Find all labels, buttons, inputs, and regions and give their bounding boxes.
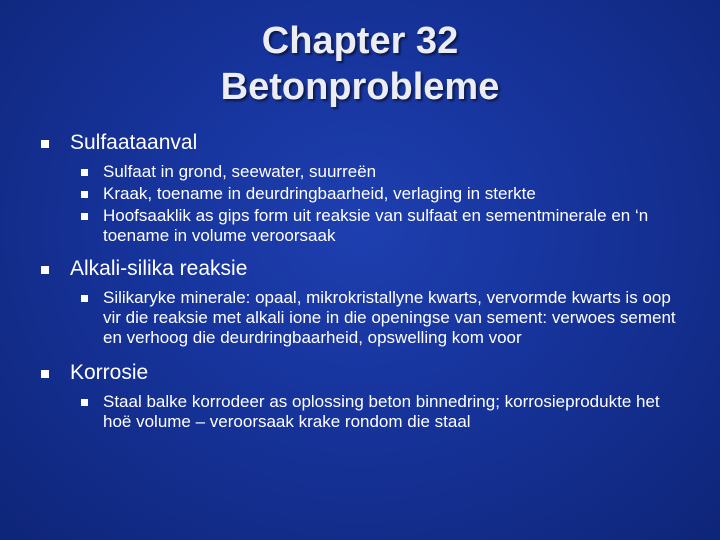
square-bullet-icon [41,370,49,378]
list-item-text: Hoofsaaklik as gips form uit reaksie van sulfaat en sementminerale en ‘n toename in volume veroorsaak [103,206,649,245]
list-item-text: Silikaryke minerale: opaal, mikrokristallyne kwarts, vervormde kwarts is oop vir die reaksie met alkali ione in die openingse van sement: verwoes sement en verhoog die deurdringbaarheid, opswelling kom voor [103,288,676,347]
list-item [0,288,678,348]
square-bullet-icon [81,399,88,406]
list-item-text: Staal balke korrodeer as oplossing beton binnedring; korrosieprodukte het hoë volume – veroorsaak krake rondom die staal [103,392,660,431]
square-bullet-icon [41,140,49,148]
square-bullet-icon [81,213,88,220]
sub-list-alkali-silika [0,288,720,348]
list-item [0,392,678,432]
section-heading: Sulfaataanval [70,131,198,154]
list-item-text: Sulfaat in grond, seewater, suurreën [103,162,377,181]
sub-list-korrosie [0,392,720,432]
section-sulfaataanval [0,130,670,156]
section-korrosie [0,360,670,386]
section-heading: Korrosie [70,361,149,384]
list-item [0,206,678,246]
bullet-list [0,130,720,434]
list-item-text: Kraak, toename in deurdringbaarheid, verlaging in sterkte [103,184,536,203]
slide-title-line-1: Chapter 32 [261,20,459,62]
list-item [0,184,678,204]
list-item [0,162,678,182]
square-bullet-icon [81,169,88,176]
square-bullet-icon [81,295,88,302]
slide-title-line-2: Betonprobleme [220,66,500,108]
square-bullet-icon [41,266,49,274]
section-heading: Alkali-silika reaksie [70,257,248,280]
sub-list-sulfaataanval [0,162,720,246]
section-alkali-silika [0,256,670,282]
slide-title [0,18,720,110]
square-bullet-icon [81,191,88,198]
